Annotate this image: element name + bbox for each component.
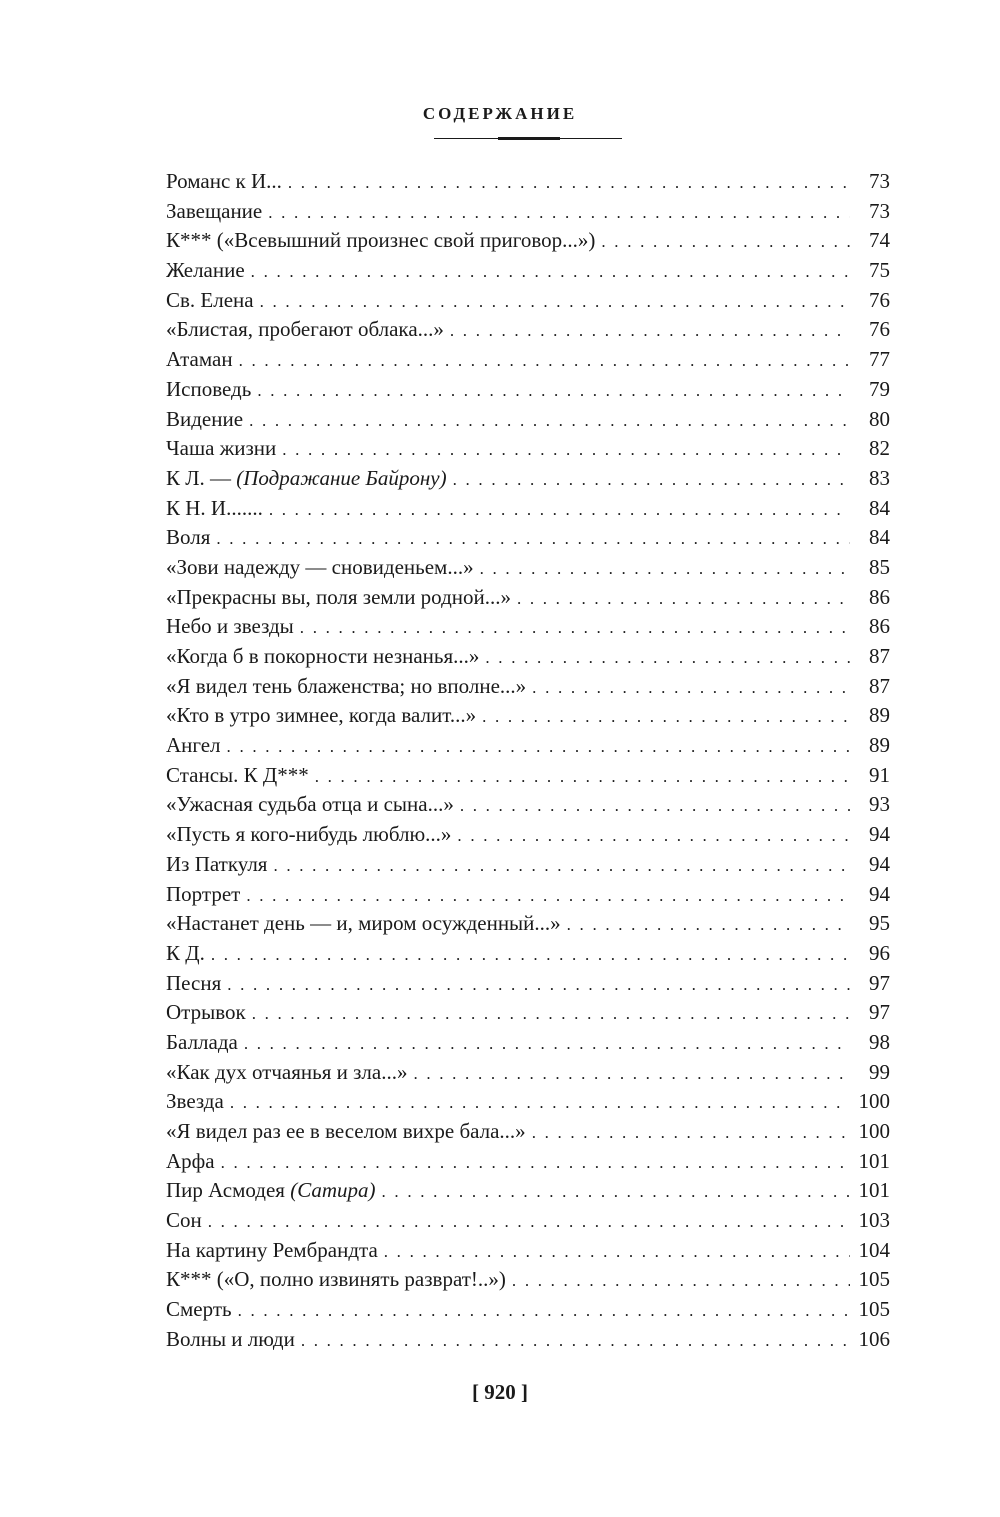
page-number: [ 920 ]: [472, 1380, 528, 1404]
toc-leader-dots: [239, 346, 850, 376]
toc-entry-title: [166, 672, 532, 702]
toc-entry-title: [166, 761, 315, 791]
toc-entry: [166, 701, 890, 731]
toc-entry: [166, 1058, 890, 1088]
toc-leader-dots: [384, 1237, 850, 1267]
toc-entry-title-text: Звезда: [166, 1089, 224, 1114]
toc-leader-dots: [273, 851, 850, 881]
toc-entry-title: [166, 1295, 238, 1325]
toc-entry-page: 73: [869, 169, 890, 193]
toc-entry-page: 94: [869, 881, 890, 906]
toc-entry-page: 98: [869, 1029, 890, 1054]
toc-entry-title-text: Пир Асмодея: [166, 1178, 291, 1203]
toc-entry-title: [166, 434, 282, 464]
toc-entry-title: [166, 286, 260, 316]
toc-leader-dots: [300, 613, 850, 643]
toc-entry-page: 79: [869, 376, 890, 401]
toc-entry-page: 84: [869, 525, 890, 550]
toc-entry-title-text: Смерть: [166, 1297, 232, 1322]
toc-entry-page: 76: [869, 287, 890, 312]
toc-entry-title-text: Отрывок: [166, 1000, 246, 1025]
toc-entry-title-text: На картину Рембрандта: [166, 1237, 378, 1262]
toc-entry-title: [166, 1147, 221, 1177]
toc-leader-dots: [244, 1029, 850, 1059]
toc-entry-page: 91: [869, 762, 890, 787]
toc-entry-title: [166, 642, 485, 672]
toc-entry-title-text: Волны и люди: [166, 1326, 295, 1351]
toc-entry-title-text: Небо и звезды: [166, 614, 294, 639]
toc-entry-title-text: «Зови надежду — сновиденьем...»: [166, 554, 474, 579]
toc-entry: [166, 820, 890, 850]
page-title: СОДЕРЖАНИЕ: [422, 104, 578, 123]
toc-entry-title-text: К Н. И.......: [166, 495, 263, 520]
toc-leader-dots: [221, 1148, 850, 1178]
toc-entry-title-text: «Пусть я кого-нибудь люблю...»: [166, 822, 452, 847]
toc-entry-page: 86: [869, 614, 890, 639]
toc-entry: [166, 969, 890, 999]
toc-entry: [166, 405, 890, 435]
toc-entry-page: 97: [869, 970, 890, 995]
toc-entry: [166, 197, 890, 227]
toc-leader-dots: [567, 910, 850, 940]
toc-leader-dots: [301, 1326, 850, 1356]
toc-entry-title-text: «Настанет день — и, миром осужденный...»: [166, 911, 561, 936]
toc-entry-title: [166, 880, 246, 910]
toc-entry-page: 87: [869, 673, 890, 698]
toc-entry: [166, 256, 890, 286]
toc-entry-title-text: «Ужасная судьба отца и сына...»: [166, 792, 454, 817]
toc-entry-page: 76: [869, 317, 890, 342]
toc-entry-page: 93: [869, 792, 890, 817]
toc-entry-title: [166, 375, 257, 405]
toc-entry-title: [166, 998, 252, 1028]
toc-entry: [166, 1265, 890, 1295]
toc-entry-title: [166, 1206, 208, 1236]
toc-leader-dots: [238, 1296, 850, 1326]
toc-leader-dots: [413, 1059, 850, 1089]
toc-entry-page: 100: [858, 1089, 890, 1114]
toc-entry-title: [166, 939, 211, 969]
toc-entry: [166, 939, 890, 969]
toc-entry-page: 73: [869, 198, 890, 223]
toc-leader-dots: [288, 168, 850, 198]
toc-entry-title: [166, 345, 239, 375]
toc-entry-title: [166, 1028, 244, 1058]
toc-entry-title: [166, 256, 251, 286]
toc-leader-dots: [532, 673, 850, 703]
toc-entry-title-text: Из Паткуля: [166, 851, 268, 876]
toc-leader-dots: [450, 316, 850, 346]
toc-entry: [166, 672, 890, 702]
toc-entry-title-text: Арфа: [166, 1148, 215, 1173]
toc-entry-title-text: «Когда б в покорности незнанья...»: [166, 644, 480, 668]
toc-entry-title-text: Желание: [166, 258, 245, 283]
toc-leader-dots: [246, 881, 850, 911]
toc-entry-page: 80: [869, 406, 890, 431]
toc-entry: [166, 612, 890, 642]
toc-entry-title-text: Стансы. К Д***: [166, 762, 309, 787]
toc-entry-title: [166, 167, 288, 197]
toc-entry-title: [166, 701, 482, 731]
toc-entry-title: [166, 731, 227, 761]
toc-entry-page: 86: [869, 584, 890, 609]
toc-entry-title: [166, 1087, 230, 1117]
toc-entry: [166, 1325, 890, 1355]
toc-entry-page: 84: [869, 495, 890, 520]
toc-entry: [166, 345, 890, 375]
toc-entry: [166, 375, 890, 405]
toc-leader-dots: [532, 1118, 850, 1148]
toc-leader-dots: [480, 554, 850, 584]
toc-entry-page: 99: [869, 1059, 890, 1084]
toc-entry-page: 82: [869, 436, 890, 461]
toc-entry-page: 104: [858, 1237, 890, 1262]
header-rule-accent: [498, 137, 560, 140]
toc-entry: [166, 880, 890, 910]
toc-entry-title-text: Чаша жизни: [166, 436, 277, 461]
toc-entry-page: 97: [869, 1000, 890, 1025]
toc-leader-dots: [268, 198, 850, 228]
toc-leader-dots: [601, 227, 850, 257]
toc-entry-title: [166, 315, 450, 345]
toc-entry: [166, 1206, 890, 1236]
toc-leader-dots: [512, 1266, 850, 1296]
table-of-contents: [166, 167, 890, 1355]
toc-entry: [166, 1147, 890, 1177]
toc-entry-page: 96: [869, 940, 890, 965]
toc-entry-title: [166, 1265, 512, 1295]
toc-entry: [166, 1117, 890, 1147]
toc-entry-title: [166, 583, 517, 613]
toc-entry: [166, 315, 890, 345]
toc-entry: [166, 286, 890, 316]
toc-entry-title-text: Св. Елена: [166, 287, 254, 312]
toc-entry-page: 85: [869, 554, 890, 579]
toc-entry-title-text: Атаман: [166, 347, 233, 372]
toc-leader-dots: [382, 1177, 850, 1207]
toc-entry-page: 95: [869, 911, 890, 936]
toc-entry-title-text: К Л. —: [166, 465, 237, 490]
toc-entry-title-text: Завещание: [166, 198, 263, 223]
toc-leader-dots: [482, 702, 850, 732]
toc-entry-title-text: Сон: [166, 1208, 202, 1233]
toc-leader-dots: [457, 821, 850, 851]
toc-entry: [166, 464, 890, 494]
toc-entry-title-text: Ангел: [166, 733, 221, 758]
toc-leader-dots: [485, 643, 850, 673]
toc-entry: [166, 998, 890, 1028]
toc-entry-title: [166, 226, 601, 256]
toc-entry: [166, 790, 890, 820]
toc-entry-title-text: Исповедь: [166, 376, 252, 401]
toc-entry-page: 75: [869, 258, 890, 283]
toc-entry-title-text: «Я видел раз ее в веселом вихре бала...»: [166, 1119, 526, 1143]
toc-leader-dots: [208, 1207, 850, 1237]
toc-entry: [166, 434, 890, 464]
toc-entry: [166, 850, 890, 880]
toc-leader-dots: [315, 762, 850, 792]
toc-entry-page: 87: [869, 644, 890, 668]
toc-entry-title: [166, 464, 453, 494]
toc-entry-title-text: К*** («Всевышний произнес свой приговор...»): [166, 228, 596, 253]
toc-entry-page: 83: [869, 465, 890, 490]
toc-entry: [166, 1295, 890, 1325]
toc-entry-title: [166, 494, 269, 524]
toc-entry-title-text: Воля: [166, 525, 211, 550]
toc-entry-page: 94: [869, 851, 890, 876]
toc-entry-title-text: Баллада: [166, 1029, 238, 1054]
toc-entry-page: 89: [869, 703, 890, 728]
toc-entry-title-text: Песня: [166, 970, 222, 995]
toc-entry-title-italic: (Подражание Байрону): [236, 465, 447, 490]
toc-entry-page: 94: [869, 822, 890, 847]
toc-entry-title-text: Романс к И...: [166, 169, 282, 193]
toc-entry-title-text: «Кто в утро зимнее, когда валит...»: [166, 703, 477, 728]
toc-leader-dots: [216, 524, 850, 554]
toc-entry: [166, 226, 890, 256]
toc-entry-title: [166, 1325, 301, 1355]
toc-entry-title: [166, 909, 567, 939]
toc-entry-page: 106: [858, 1326, 890, 1351]
toc-entry-title: [166, 969, 227, 999]
toc-entry: [166, 167, 890, 197]
toc-leader-dots: [211, 940, 850, 970]
toc-leader-dots: [227, 732, 850, 762]
toc-leader-dots: [517, 584, 850, 614]
toc-entry-title: [166, 850, 273, 880]
toc-entry-title-text: Видение: [166, 406, 244, 431]
toc-leader-dots: [249, 406, 850, 436]
toc-entry: [166, 761, 890, 791]
toc-entry: [166, 583, 890, 613]
toc-leader-dots: [260, 287, 850, 317]
toc-leader-dots: [257, 376, 850, 406]
toc-entry-title: [166, 523, 216, 553]
toc-entry-title: [166, 612, 300, 642]
toc-entry-page: 103: [858, 1208, 890, 1233]
toc-leader-dots: [269, 495, 850, 525]
toc-leader-dots: [251, 257, 850, 287]
toc-entry-title: [166, 553, 480, 583]
toc-entry-page: 77: [869, 347, 890, 372]
toc-entry-title: [166, 197, 268, 227]
toc-entry-title-italic: (Сатира): [290, 1178, 376, 1203]
toc-entry-title-text: «Как дух отчаянья и зла...»: [166, 1059, 408, 1084]
toc-leader-dots: [282, 435, 850, 465]
toc-entry-title-text: К Д.: [166, 940, 205, 965]
toc-entry-page: 101: [858, 1178, 890, 1203]
toc-entry: [166, 731, 890, 761]
toc-entry-title: [166, 790, 460, 820]
toc-entry-page: 89: [869, 733, 890, 758]
toc-entry-page: 105: [858, 1297, 890, 1322]
toc-entry: [166, 642, 890, 672]
toc-leader-dots: [227, 970, 850, 1000]
toc-entry: [166, 1028, 890, 1058]
toc-entry-title: [166, 1117, 532, 1147]
toc-entry: [166, 909, 890, 939]
toc-entry-page: 101: [858, 1148, 890, 1173]
toc-entry-title-text: «Блистая, пробегают облака...»: [166, 317, 444, 342]
toc-entry-page: 100: [858, 1119, 890, 1143]
toc-entry-title-text: К*** («О, полно извинять разврат!..»): [166, 1267, 506, 1292]
toc-entry: [166, 523, 890, 553]
toc-leader-dots: [460, 791, 850, 821]
toc-entry: [166, 553, 890, 583]
toc-entry: [166, 494, 890, 524]
toc-entry-title-text: «Прекрасны вы, поля земли родной...»: [166, 584, 511, 609]
toc-entry: [166, 1236, 890, 1266]
toc-entry-title: [166, 1058, 413, 1088]
toc-entry-title: [166, 1176, 382, 1206]
toc-leader-dots: [453, 465, 850, 495]
toc-entry-title: [166, 405, 249, 435]
toc-entry-title-text: «Я видел тень блаженства; но вполне...»: [166, 673, 527, 698]
toc-entry-title: [166, 820, 457, 850]
toc-leader-dots: [230, 1088, 850, 1118]
toc-entry: [166, 1087, 890, 1117]
toc-entry-title-text: Портрет: [166, 881, 241, 906]
toc-entry-page: 74: [869, 228, 890, 253]
toc-leader-dots: [252, 999, 850, 1029]
toc-entry: [166, 1176, 890, 1206]
toc-entry-title: [166, 1236, 384, 1266]
toc-entry-page: 105: [858, 1267, 890, 1292]
